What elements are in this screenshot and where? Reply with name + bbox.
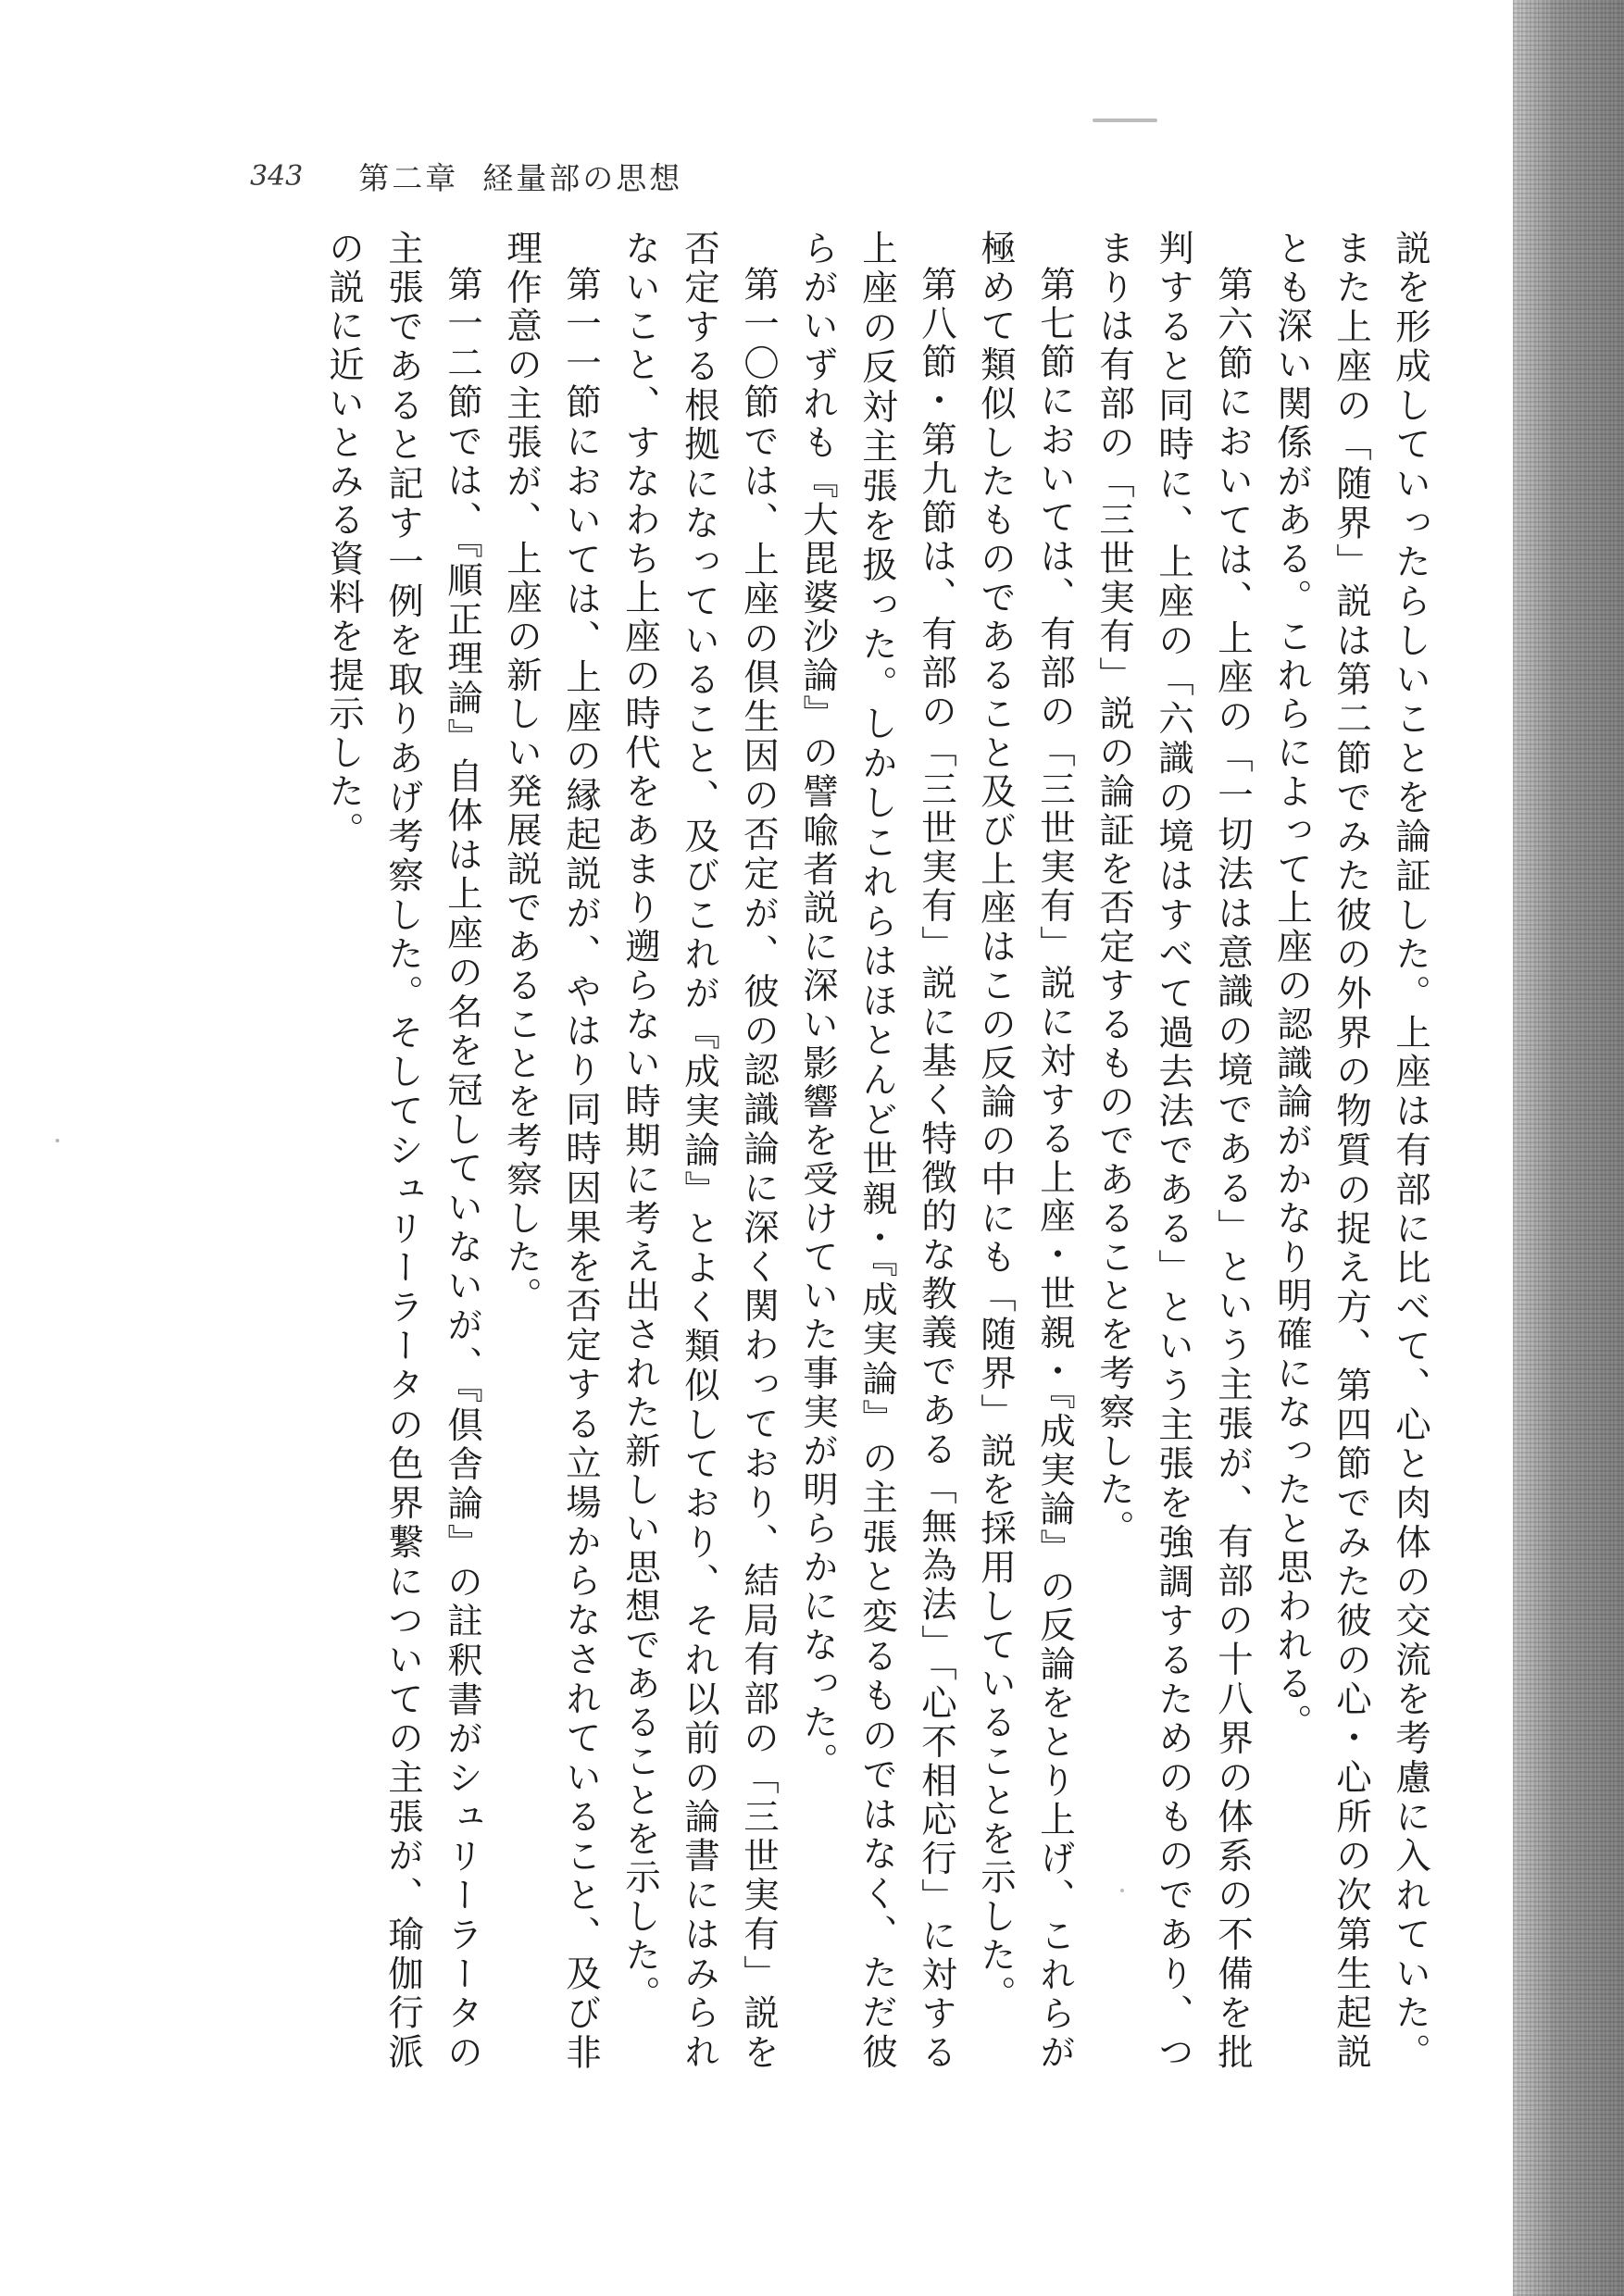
paragraph-section-10: 第一〇節では、上座の倶生因の否定が、彼の認識論に深く関わっており、結局有部の「三世実有」説を否定する根拠になっていること、及びこれが『成実論』とよく類似しており、それ以前の論書にはみられないこと、すなわち上座の時代をあまり遡らない時期に考え出された新しい思想であることを示した。 (619, 230, 780, 2072)
section-title: 経量部の思想 (482, 159, 683, 196)
paragraph-continuation: 説を形成していったらしいことを論証した。上座は有部に比べて、心と肉体の交流を考慮に入れていた。また上座の「随界」説は第二節でみた彼の外界の物質の捉え方、第四節でみた彼の心・心所の次第生起説とも深い関係がある。これらによって上座の認識論がかなり明確になったと思われる。 (1271, 230, 1431, 2072)
chapter-title (358, 155, 682, 198)
vertical-body-text (208, 230, 1440, 2072)
paragraph-section-6: 第六節においては、上座の「一切法は意識の境である」という主張が、有部の十八界の体系の不備を批判すると同時に、上座の「六識の境はすべて過去法である」という主張を強調するためのものであり、つまりは有部の「三世実有」説の論証を否定するものであることを考察した。 (1093, 230, 1254, 2072)
paragraph-section-11: 第一一節においては、上座の縁起説が、やはり同時因果を否定する立場からなされていること、及び非理作意の主張が、上座の新しい発展説であることを考察した。 (501, 230, 602, 2072)
paragraph-section-7: 第七節においては、有部の「三世実有」説に対する上座・世親・『成実論』の反論をとり上げ、これらが極めて類似したものであること及び上座はこの反論の中にも「随界」説を採用していることを示した。 (975, 230, 1076, 2072)
paragraph-section-8-9: 第八節・第九節は、有部の「三世実有」説に基く特徴的な教義である「無為法」「心不相応行」に対する上座の反対主張を扱った。しかしこれらはほとんど世親・『成実論』の主張と変るものではなく、ただ彼らがいずれも『大毘婆沙論』の譬喩者説に深い影響を受けていた事実が明らかになった。 (797, 230, 957, 2072)
chapter-number: 第二章 (358, 159, 459, 196)
scan-speck (56, 1139, 59, 1142)
scan-speck (1093, 119, 1157, 122)
running-head (250, 148, 682, 204)
scanner-edge-shadow (1513, 0, 1624, 2296)
paragraph-section-12: 第一二節では、『順正理論』自体は上座の名を冠していないが、『倶舎論』の註釈書がシュリーラータの主張であると記す一例を取りあげ考察した。そしてシュリーラータの色界繋についての主張が、瑜伽行派の説に近いとみる資料を提示した。 (323, 230, 483, 2072)
page-number: 343 (250, 159, 304, 193)
